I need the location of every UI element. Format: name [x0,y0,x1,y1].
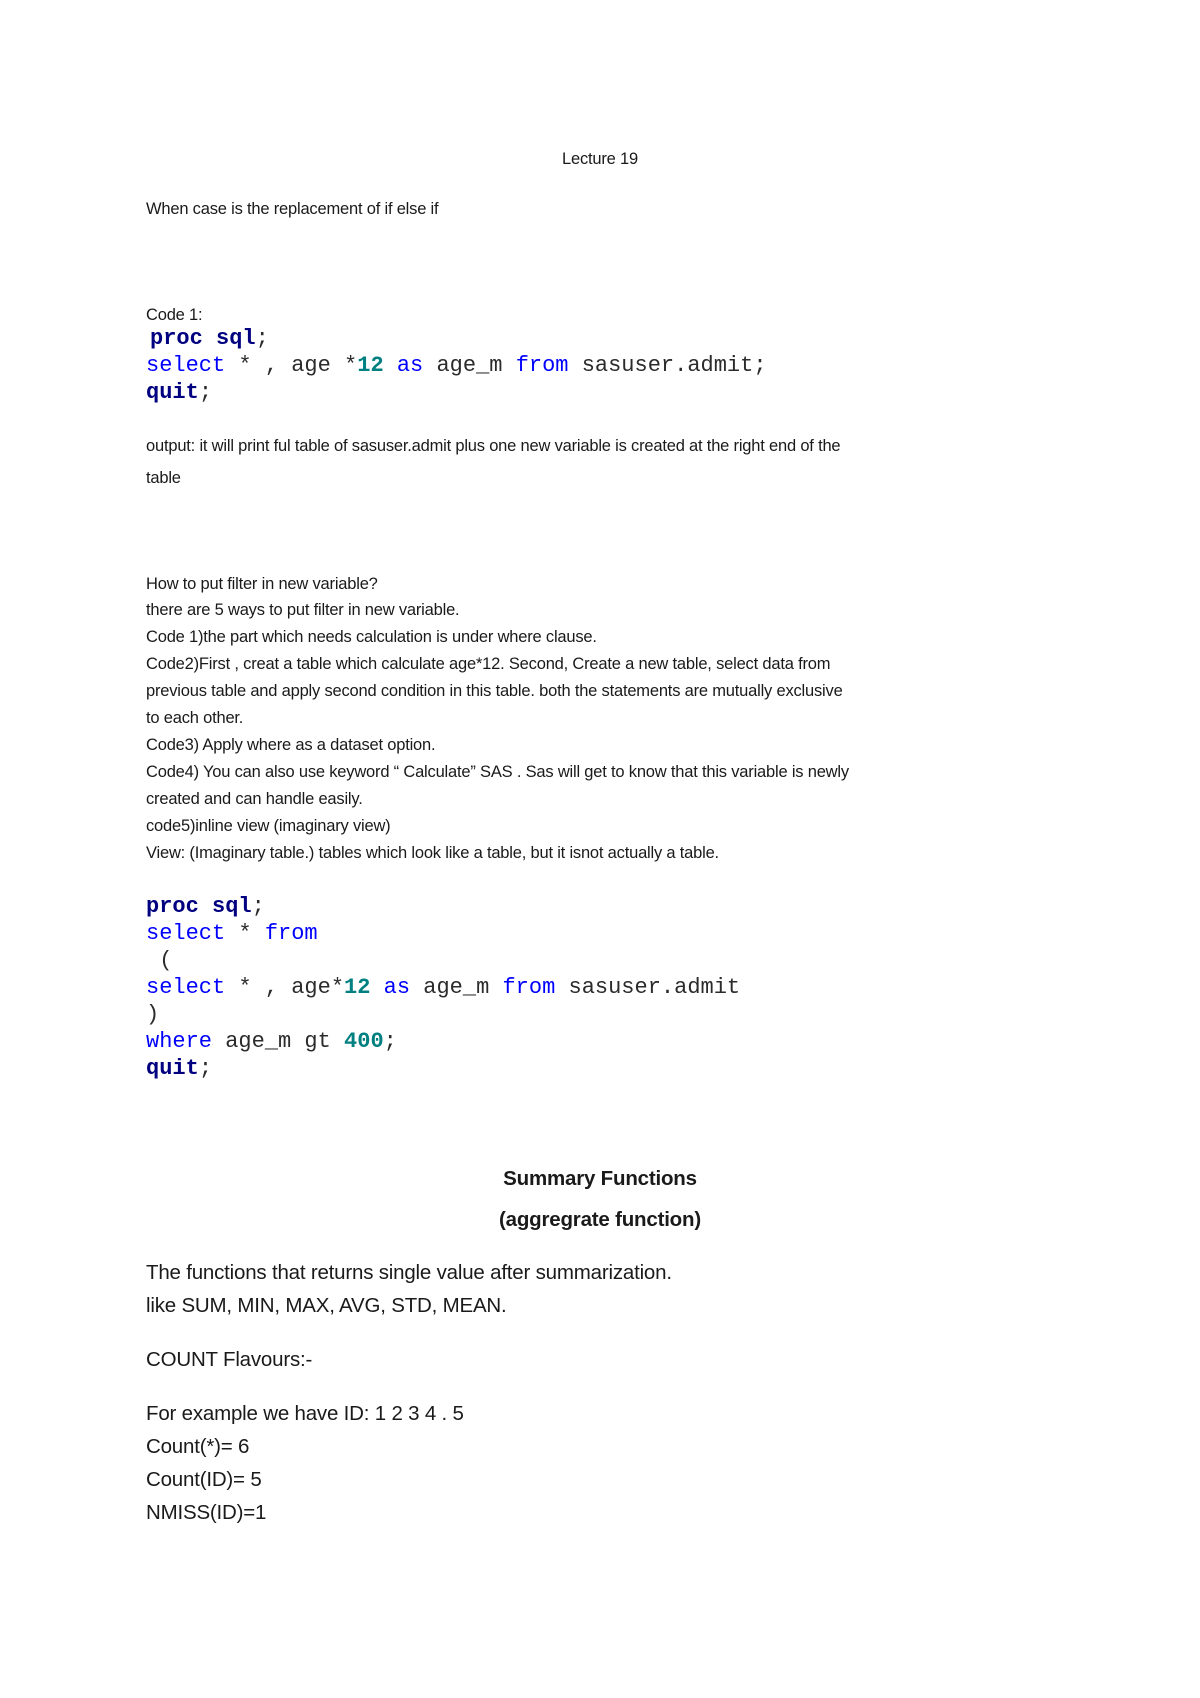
code-text: sasuser.admit [555,975,741,1000]
filter-line: Code 1)the part which needs calculation is under where clause. [146,628,597,646]
code-keyword: quit [146,380,199,405]
filter-line: Code4) You can also use keyword “ Calculate” SAS . Sas will get to know that this variable is newly [146,763,849,781]
filter-line: Code3) Apply where as a dataset option. [146,736,436,754]
code-text: sasuser.admit; [568,353,767,378]
count-id: Count(ID)= 5 [146,1468,262,1491]
code-text: * , age* [225,975,345,1000]
code1-line-3 [146,380,212,405]
code-keyword: from [515,353,569,378]
code-number: 12 [357,353,384,378]
code2-line-6 [146,1029,397,1054]
code-keyword: as [383,975,411,1000]
code2-line-5: ) [146,1002,160,1027]
filter-line: previous table and apply second condition in this table. both the statements are mutually exclusive [146,682,843,700]
output-line-2: table [146,469,181,487]
code-keyword: select [146,921,226,946]
filter-line: there are 5 ways to put filter in new variable. [146,601,460,619]
filter-line: How to put filter in new variable? [146,575,378,593]
code-keyword: proc sql [146,894,252,919]
summary-subheading: (aggregrate function) [499,1208,701,1231]
code-text: * , age * [225,353,358,378]
filter-line: code5)inline view (imaginary view) [146,817,391,835]
count-example: For example we have ID: 1 2 3 4 . 5 [146,1402,464,1425]
code-keyword: select [146,975,226,1000]
code-keyword: select [146,353,226,378]
code2-line-1 [146,894,265,919]
code-punct: ; [383,1029,397,1054]
code2-line-2 [146,921,318,946]
nmiss-id: NMISS(ID)=1 [146,1501,267,1524]
code-number: 400 [344,1029,384,1054]
code-number: 12 [344,975,371,1000]
summary-heading: Summary Functions [503,1167,697,1190]
code1-line-2 [146,353,767,378]
code-keyword: from [502,975,556,1000]
code1-line-1 [150,326,269,351]
page-title: Lecture 19 [562,150,638,168]
code-punct: ; [198,380,213,405]
code-punct: ; [251,894,265,919]
code-punct: ; [255,326,269,351]
filter-line: created and can handle easily. [146,790,363,808]
code-keyword: as [396,353,424,378]
summary-desc-1: The functions that returns single value after summarization. [146,1261,672,1284]
code-keyword: proc [150,326,203,351]
code-text: age_m [410,975,503,1000]
intro-text: When case is the replacement of if else if [146,200,439,218]
code2-line-3: ( [146,948,173,973]
code-text [384,353,397,378]
code1-label: Code 1: [146,306,203,324]
filter-line: Code2)First , creat a table which calculate age*12. Second, Create a new table, select data from [146,655,831,673]
code-text [370,975,383,1000]
code-text: age_m [423,353,516,378]
code-keyword: from [264,921,318,946]
code-punct: ; [198,1056,213,1081]
filter-line: to each other. [146,709,244,727]
code-keyword: sql [202,326,256,351]
output-line-1: output: it will print ful table of sasuser.admit plus one new variable is created at the right end of the [146,437,841,455]
code-text: age_m gt [212,1029,345,1054]
count-star: Count(*)= 6 [146,1435,250,1458]
code-keyword: quit [146,1056,199,1081]
summary-desc-2: like SUM, MIN, MAX, AVG, STD, MEAN. [146,1294,507,1317]
code2-line-4 [146,975,740,1000]
filter-line: View: (Imaginary table.) tables which look like a table, but it isnot actually a table. [146,844,719,862]
count-flavours-title: COUNT Flavours:- [146,1348,313,1371]
code-text: * [225,921,265,946]
code2-line-7 [146,1056,212,1081]
code-keyword: where [146,1029,213,1054]
